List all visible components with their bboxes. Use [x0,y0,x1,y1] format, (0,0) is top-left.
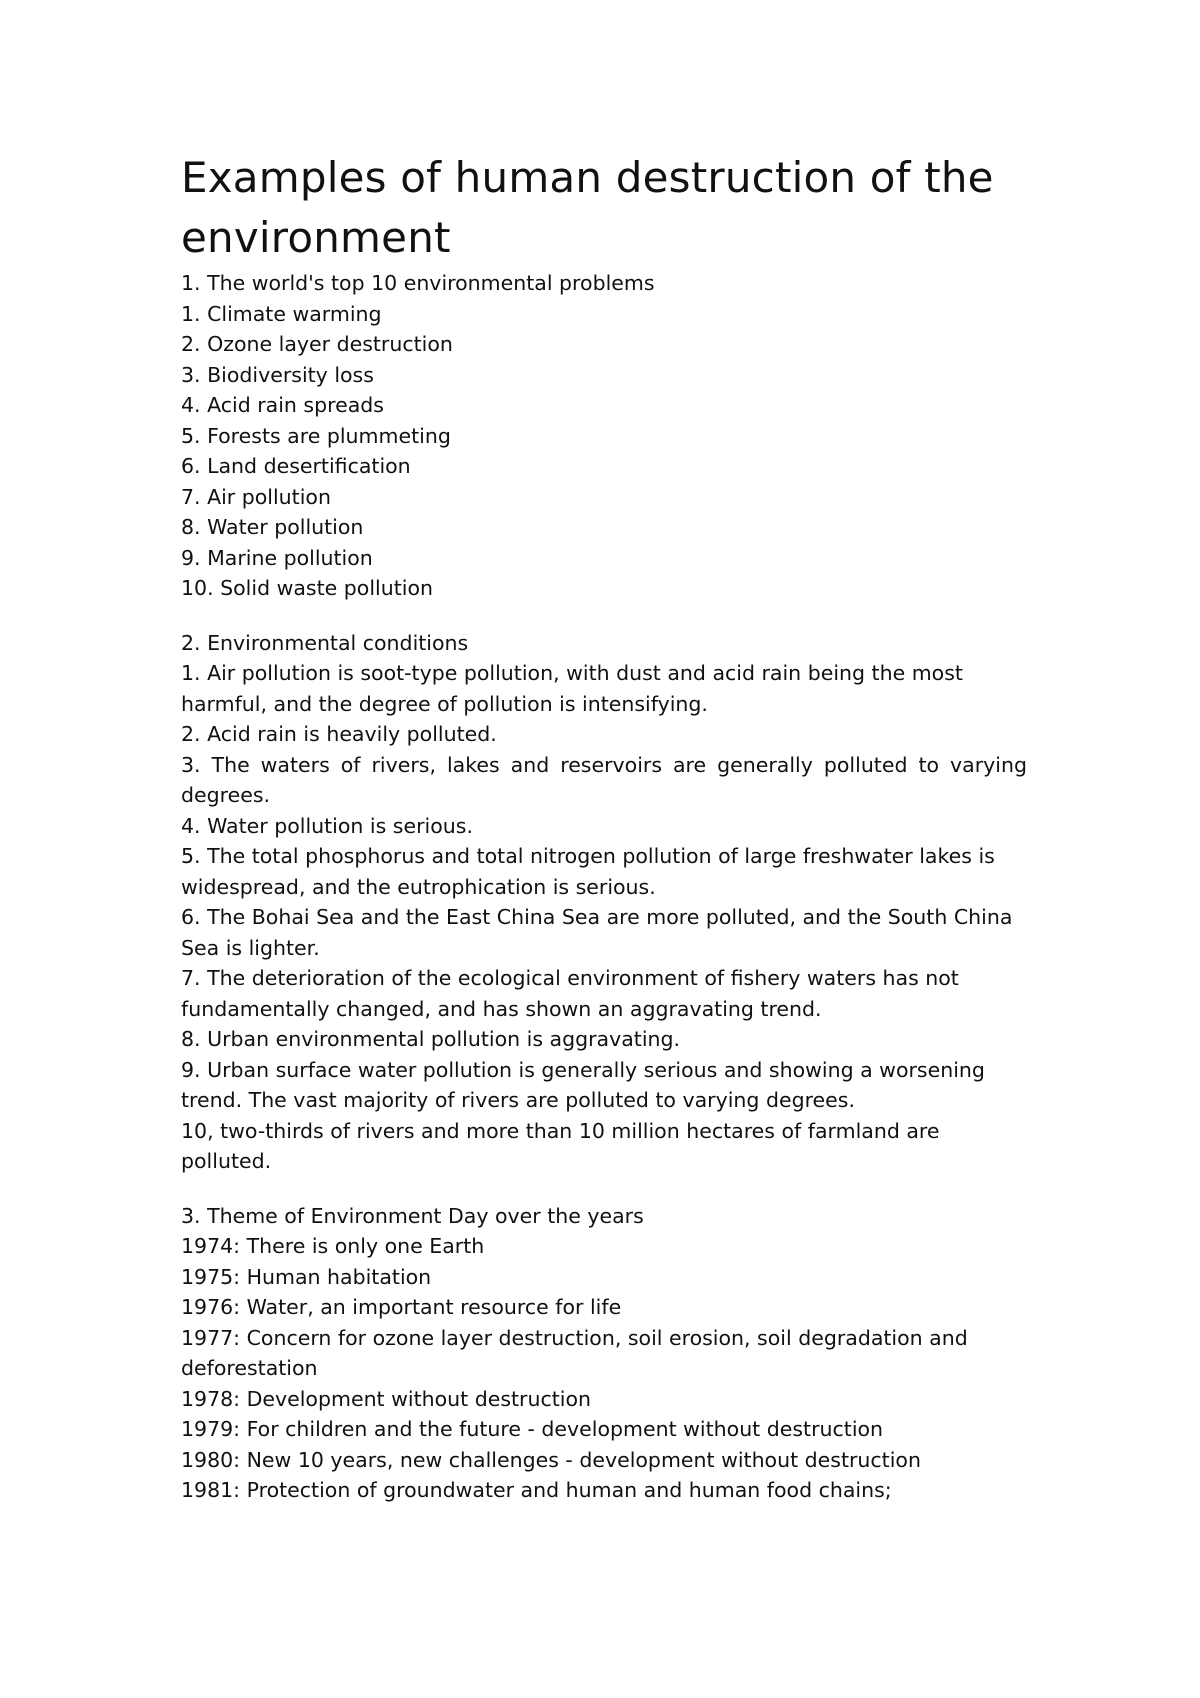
list-item: 5. The total phosphorus and total nitrogen pollution of large freshwater lakes is widespread, and the eutrophication is serious. [181,844,995,899]
list-item: 1975: Human habitation [181,1264,432,1289]
list-item: 9. Urban surface water pollution is generally serious and showing a worsening trend. The vast majority of rivers are polluted to varying degrees. [181,1057,985,1112]
list-item: 2. Acid rain is heavily polluted. [181,722,497,746]
list-item: 2. Ozone layer destruction [181,332,453,356]
list-item: 4. Water pollution is serious. [181,813,473,838]
list-item: 10, two-thirds of rivers and more than 10 million hectares of farmland are polluted. [181,1118,940,1173]
section-heading: 3. Theme of Environment Day over the years [181,1203,644,1228]
list-item: 4. Acid rain spreads [181,393,384,417]
list-item: 1974: There is only one Earth [181,1234,485,1258]
list-item: 3. The waters of rivers, lakes and reservoirs are generally polluted to varying degrees. [181,752,1027,807]
section-heading: 2. Environmental conditions [181,630,469,655]
list-item: 7. Air pollution [181,484,331,509]
list-item: 9. Marine pollution [181,545,373,570]
list-item: 1. Air pollution is soot-type pollution, with dust and acid rain being the most harmful, and the degree of pollution is intensifying. [181,661,963,716]
list-item: 1977: Concern for ozone layer destruction, soil erosion, soil degradation and deforestation [181,1325,968,1380]
section-top-problems [181,268,1027,604]
list-item: 8. Water pollution [181,515,364,539]
list-item: 6. Land desertification [181,454,411,478]
list-item: 7. The deterioration of the ecological environment of fishery waters has not fundamentally changed, and has shown an aggravating trend. [181,966,959,1021]
list-item: 1976: Water, an important resource for life [181,1295,622,1319]
list-item: 8. Urban environmental pollution is aggravating. [181,1027,681,1051]
list-item: 1978: Development without destruction [181,1386,591,1411]
list-item: 1981: Protection of groundwater and human and human food chains; [181,1478,892,1502]
section-environmental-conditions [181,628,1027,1177]
paragraph-gap [181,604,1027,628]
list-item: 1980: New 10 years, new challenges - development without destruction [181,1447,921,1472]
section-environment-day-themes [181,1201,1027,1506]
list-item: 6. The Bohai Sea and the East China Sea are more polluted, and the South China Sea is lighter. [181,905,1013,960]
document-body [181,148,1027,1506]
list-item: 3. Biodiversity loss [181,362,374,387]
section-heading: 1. The world's top 10 environmental problems [181,271,655,295]
list-item: 1979: For children and the future - development without destruction [181,1417,884,1441]
list-item: 10. Solid waste pollution [181,576,433,600]
list-item: 5. Forests are plummeting [181,423,451,448]
list-item: 1. Climate warming [181,301,382,326]
paragraph-gap [181,1177,1027,1201]
document-title: Examples of human destruction of the environment [181,153,994,262]
